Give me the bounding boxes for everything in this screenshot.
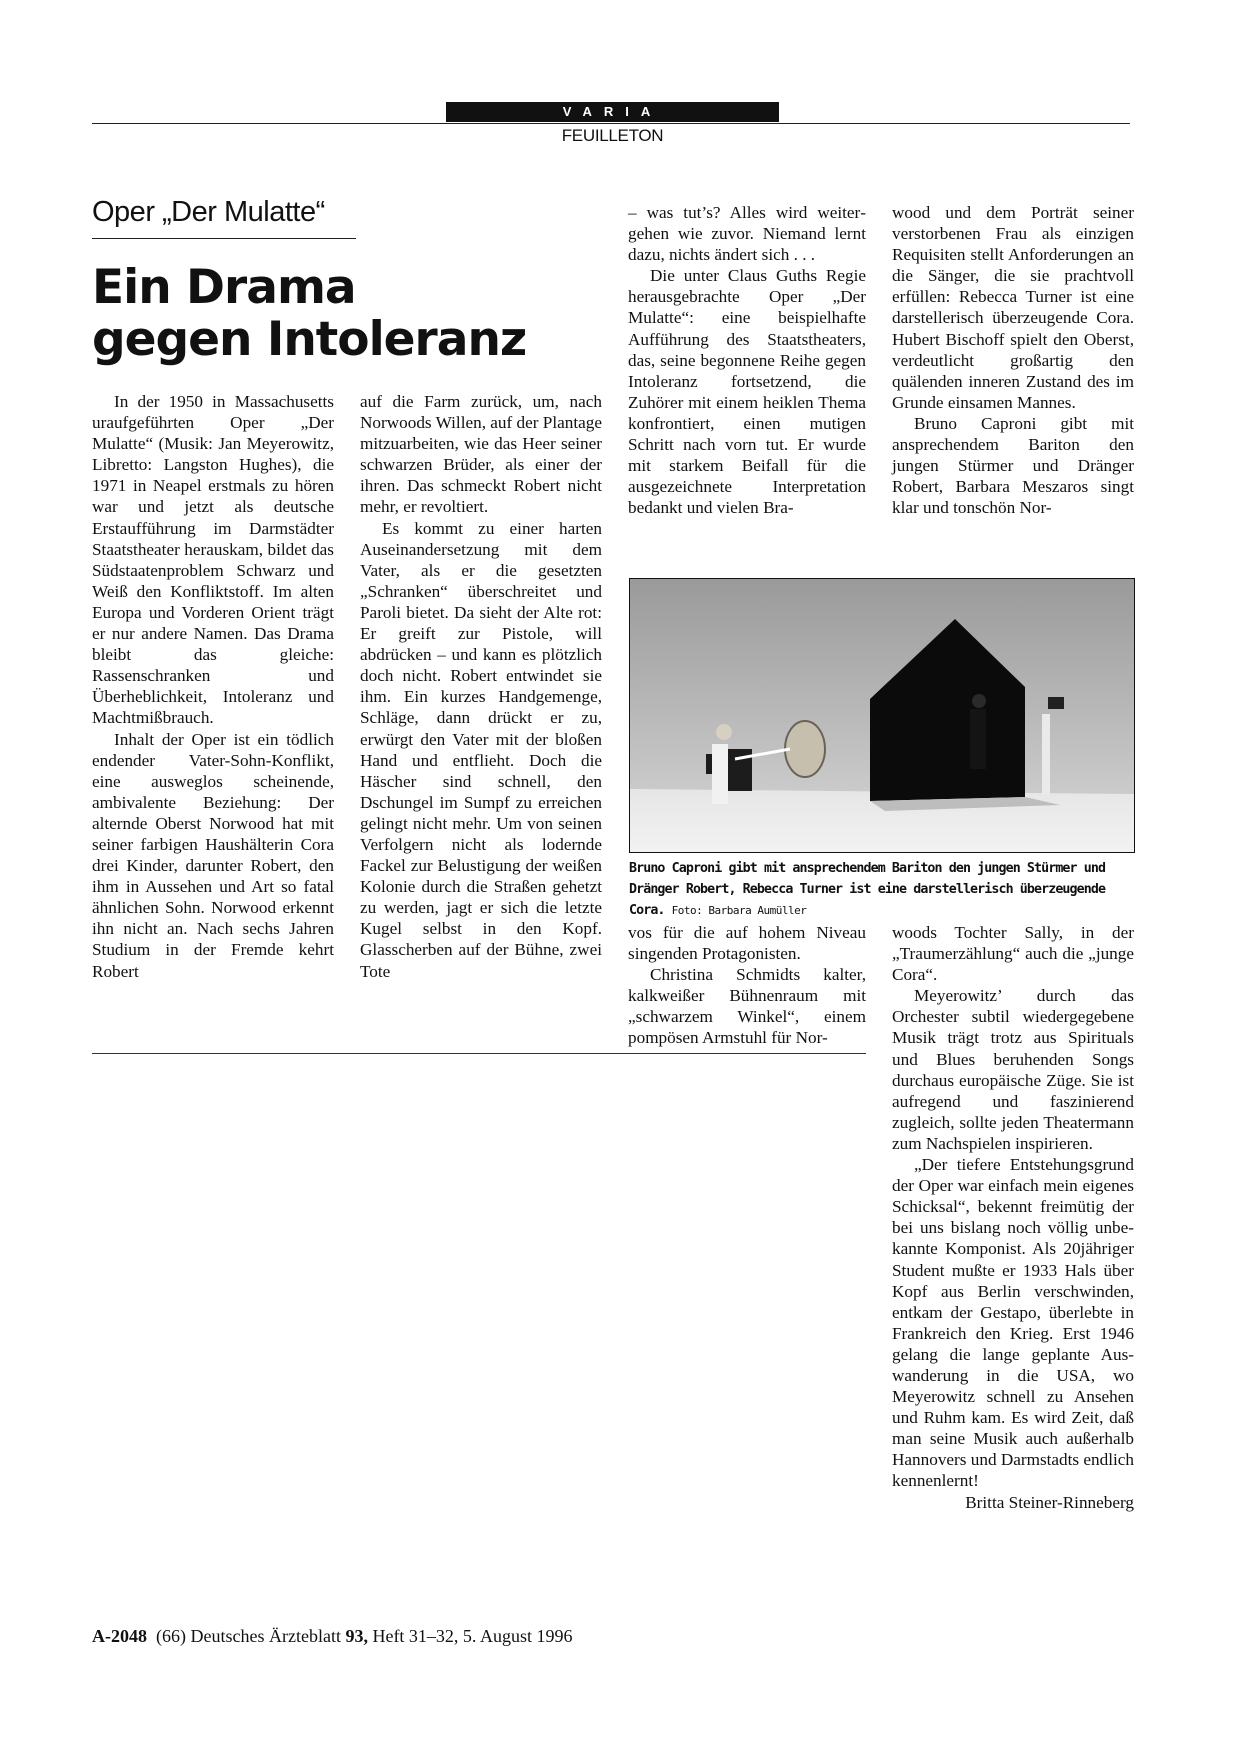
article-column-3-top	[628, 202, 866, 518]
caption-text: Bruno Caproni gibt mit ansprechendem Bariton den jungen Stürmer und Dränger Robert, Rebecca Turner ist eine darstellerisch überzeugende Cora.	[629, 861, 1106, 918]
paragraph: vos für die auf hohem Niveau singenden Protagonisten.	[628, 923, 866, 964]
photo-credit: Foto: Barbara Aumüller	[671, 904, 807, 917]
footer-issue-date: Heft 31–32, 5. August 1996	[372, 1626, 573, 1646]
article-bottom-rule	[92, 1053, 866, 1054]
kicker-underline	[92, 238, 356, 239]
subsection-label: FEUILLETON	[561, 126, 664, 145]
footer-page-number: (66)	[156, 1626, 186, 1646]
article-author: Britta Steiner-Rinneberg	[965, 1492, 1134, 1512]
paragraph: wood und dem Porträt seiner verstorbenen Frau als einzigen Requisiten stellt Anforderungen an die Sänger, die sie prachtvoll erfüllen: Rebecca Turner ist eine darstellerisch überzeugende Cora. Hubert Bischoff spielt den Oberst, verdeutlicht großartig den quälenden inneren Zustand des im Grunde einsamen Mannes.	[892, 203, 1134, 412]
article-column-4-top	[892, 202, 1134, 518]
section-label: VARIA	[446, 102, 779, 122]
paragraph: Christina Schmidts kalter, kalkweißer Bühnenraum mit „schwarzem Winkel“, einem pompösen Armstuhl für Nor-	[628, 965, 866, 1048]
photo-caption	[629, 858, 1135, 921]
header-rule	[92, 123, 1130, 124]
article-kicker: Oper „Der Mulatte“	[92, 196, 325, 228]
paragraph: Inhalt der Oper ist ein tödlich endender Vater-Sohn-Konflikt, eine ausweglos scheinende, ambivalente Beziehung: Der alternde Oberst Norwood hat mit seiner farbigen Haushälterin Cora drei Kinder, darunter Robert, den ihm in Aussehen und Art so fatal ähnlichen Sohn. Norwood erkennt ihn nicht an. Nach sechs Jahren Studium in der Fremde kehrt Robert	[92, 729, 334, 981]
article-column-4-bottom	[892, 922, 1134, 1513]
article-column-1	[92, 391, 334, 982]
paragraph: woods Tochter Sally, in der „Traumerzählung“ auch die „junge Cora“.	[892, 923, 1134, 985]
paragraph: auf die Farm zurück, um, nach Norwoods Willen, auf der Plantage mitzuarbeiten, wie das Heer seiner schwarzen Brüder, als einer der ihren. Das schmeckt Robert nicht mehr, er revoltiert.	[360, 392, 602, 517]
paragraph: Bruno Caproni gibt mit ansprechendem Bariton den jungen Stürmer und Dränger Robert, Barbara Meszaros singt klar und tonschön Nor-	[892, 413, 1134, 518]
footer-volume: 93,	[345, 1626, 368, 1646]
paragraph: – was tut’s? Alles wird weitergehen wie zuvor. Niemand lernt dazu, nichts ändert sich . . .	[628, 203, 866, 265]
paragraph: In der 1950 in Massachusetts uraufgeführten Oper „Der Mulatte“ (Musik: Jan Meyerowitz, Libretto: Langston Hughes), die 1971 in Neapel erstmals zu hören war und jetzt als deutsche Erstaufführung im Darmstädter Staatstheater herauskam, bildet das Südstaatenproblem Schwarz und Weiß den Konfliktstoff. Im alten Europa und Vorderen Orient trägt er nur andere Namen. Das Drama bleibt das gleiche: Rassenschranken und Überheblichkeit, Intoleranz und Machtmißbrauch.	[92, 392, 334, 728]
page-footer	[92, 1626, 572, 1647]
paragraph: Die unter Claus Guths Regie herausgebrachte Oper „Der Mulatte“: eine beispielhafte Aufführung des Staatstheaters, das, seine begonnene Reihe gegen Intoleranz fortsetzend, die Zuhörer mit einem heiklen Thema konfrontiert, einen mutigen Schritt nach vorn tut. Er wurde mit starkem Beifall für die ausgezeichnete Interpretation bedankt und vielen Bra-	[628, 266, 866, 518]
headline-line-2: gegen Intoleranz	[92, 312, 527, 367]
paragraph: „Der tiefere Entstehungsgrund der Oper war einfach mein eigenes Schicksal“, bekennt freimütig der bei uns bislang noch völlig unbekannte Komponist. Als 20jähriger Student mußte er 1933 Hals über Kopf aus Berlin verschwinden, entkam der Gestapo, überlebte in Frankreich den Krieg. Erst 1946 gelang die lange geplante Auswanderung in die USA, wo Meyerowitz schnell zu Ansehen und Ruhm kam. Es wird Zeit, daß man seine Musik auch außerhalb Hannovers und Darmstadts endlich kennenlernt!	[892, 1155, 1135, 1491]
article-column-2	[360, 391, 602, 982]
footer-page-code: A-2048	[92, 1626, 147, 1646]
footer-journal: Deutsches Ärzteblatt	[190, 1626, 341, 1646]
article-column-3-bottom	[628, 922, 866, 1049]
headline-line-1: Ein Drama	[92, 260, 356, 315]
paragraph: Es kommt zu einer harten Auseinandersetzung mit dem Vater, als er die gesetzten „Schranken“ überschreitet und Paroli bietet. Da sieht der Alte rot: Er greift zur Pistole, will abdrücken – und kann es plötzlich doch nicht. Robert entwindet sie ihm. Ein kurzes Handgemenge, Schläge, dann drückt er zu, erwürgt den Vater mit der bloßen Hand und entflieht. Doch die Häscher sind schnell, den Dschungel im Sumpf zu erreichen gelingt nicht mehr. Um von seinen Verfolgern nicht als lodernde Fackel zur Belustigung der weißen Kolonie durch die Straßen gehetzt zu werden, jagt er sich die letzte Kugel selbst in den Kopf. Glasscherben auf der Bühne, zwei Tote	[360, 518, 602, 981]
stage-photo	[629, 578, 1135, 853]
paragraph: Meyerowitz’ durch das Orchester subtil wiedergegebene Musik trägt trotz aus Spirituals und Blues beruhenden Songs durchaus europäische Züge. Sie ist aufregend und faszinierend zugleich, sollte jeden Theatermann zum Nachspielen inspirieren.	[892, 986, 1134, 1153]
article-headline	[92, 262, 542, 366]
stage-photo-image	[630, 579, 1134, 852]
